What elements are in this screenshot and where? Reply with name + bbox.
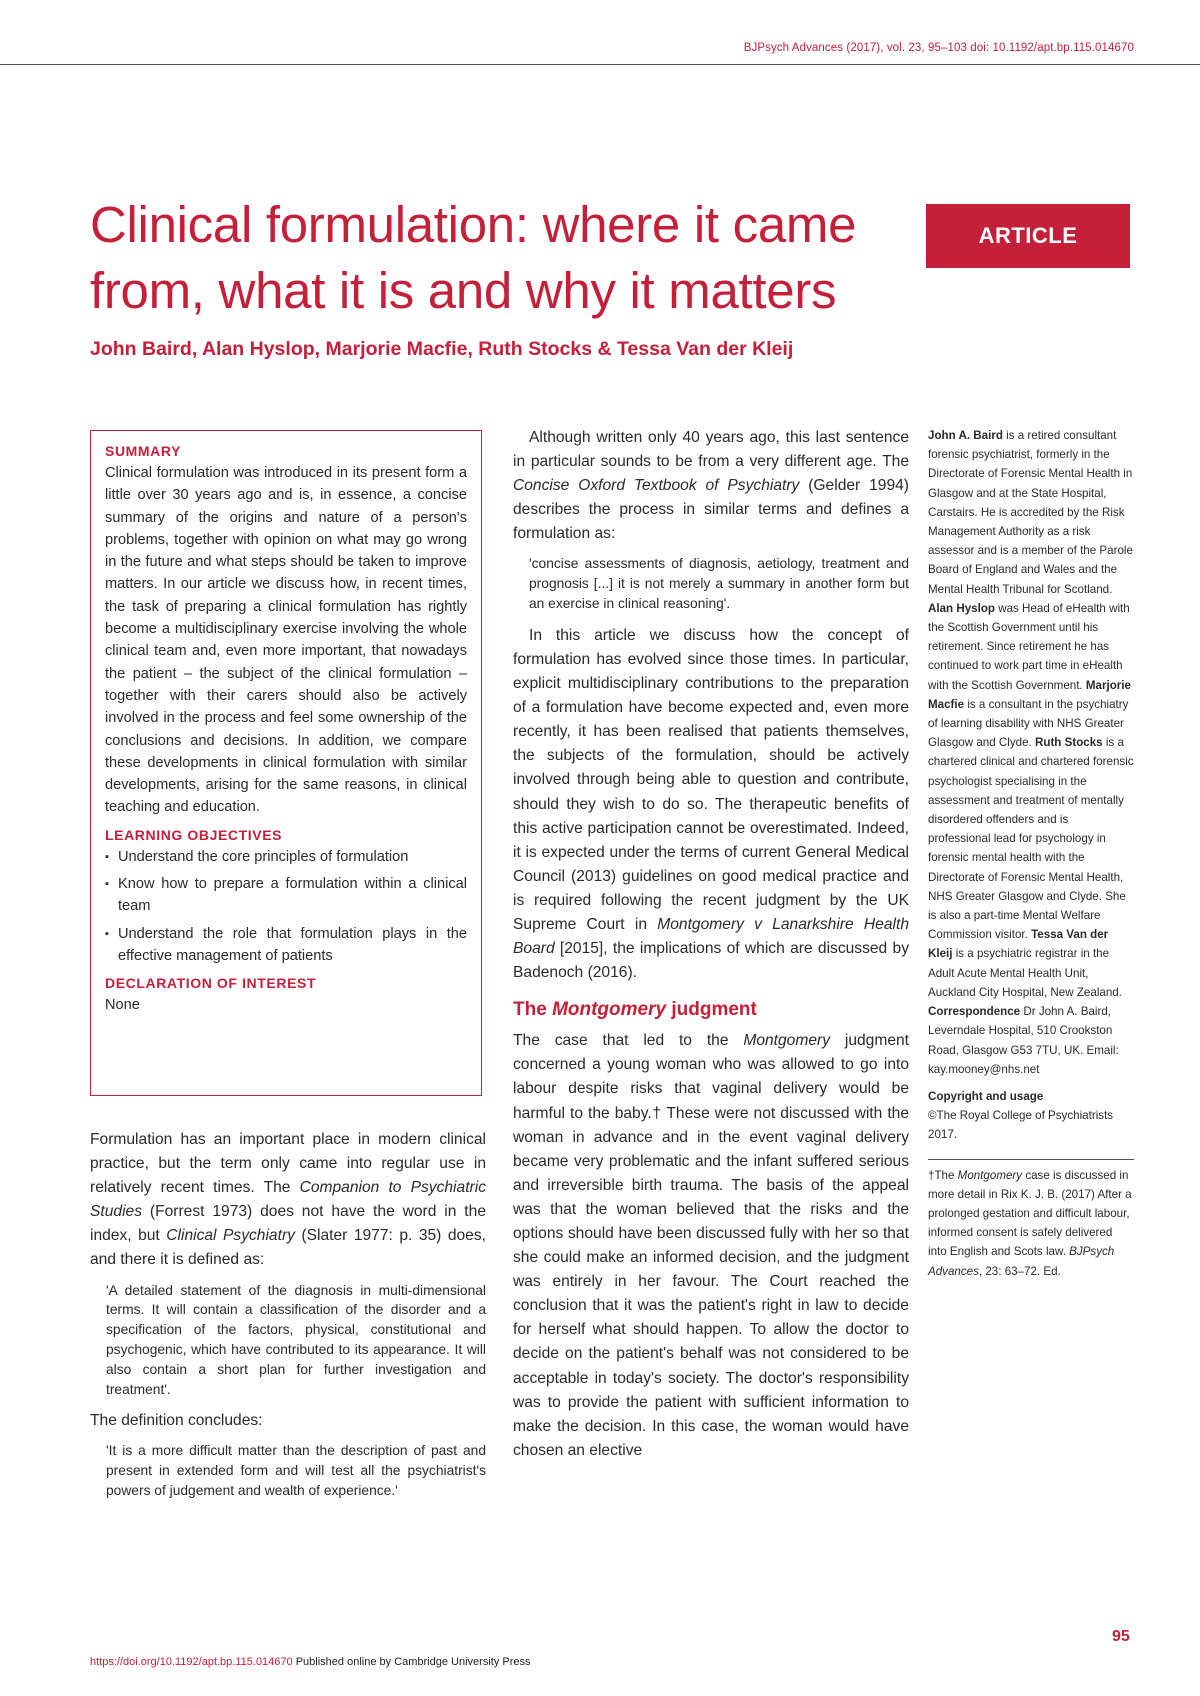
learning-objectives-heading: LEARNING OBJECTIVES: [105, 826, 283, 843]
journal-reference: BJPsych Advances (2017), vol. 23, 95–103 doi: 10.1192/apt.bp.115.014670: [743, 42, 1134, 54]
article-title: Clinical formulation: where it came from, what it is and why it matters: [90, 196, 857, 319]
header-divider: [0, 64, 1200, 65]
footer: [90, 1656, 531, 1668]
block-quote-slater: 'A detailed statement of the diagnosis in multi-dimensional terms. It will contain a classification of the disorder and a specification of the factors, physical, constitutional and psychogenic, which have contributed to its appearance. It will also contain a short plan for further investigation and treatment'.: [106, 1282, 486, 1397]
block-quote-gelder: 'concise assessments of diagnosis, aetiology, treatment and prognosis [...] it is not merely a summary in another form but an exercise in clinical reasoning'.: [529, 556, 909, 612]
correspondence: Correspondence Dr John A. Baird, Leverndale Hospital, 510 Crookston Road, Glasgow G53 7TU, UK. Email: kay.mooney@nhs.net: [928, 1005, 1119, 1076]
declaration-text: None: [105, 997, 140, 1014]
copyright-heading: Copyright and usage: [928, 1089, 1044, 1103]
author-bios: John A. Baird is a retired consultant forensic psychiatrist, formerly in the Directorate of Forensic Mental Health in Glasgow and at the State Hospital, Carstairs. He is accredited by the Risk Management Authority as a risk assessor and is a member of the Parole Board of England and Wales and the Mental Health Tribunal for Scotland. Alan Hyslop was Head of eHealth with the Scottish Government until his retirement. Since retirement he has continued to work part time in eHealth with the Scottish Government. Marjorie Macfie is a consultant in the psychiatry of learning disability with NHS Greater Glasgow and Clyde. Ruth Stocks is a chartered clinical and chartered forensic psychologist specialising in the assessment and treatment of mentally disordered offenders and is professional lead for psychology in forensic mental health with the Directorate of Forensic Mental Health, NHS Greater Glasgow and Clyde. She is also a part-time Mental Welfare Commission visitor. Tessa Van der Kleij is a psychiatric registrar in the Adult Acute Mental Health Unit, Auckland City Hospital, New Zealand.: [928, 429, 1134, 999]
paragraph-in-this-article: In this article we discuss how the concept of formulation has evolved since those times. In particular, explicit multidisciplinary contributions to the preparation of a formulation have become expected and, even more recently, it has been realised that patients themselves, the subjects of the formulation, should be actively involved through being able to question and contribute, should they wish to do so. The therapeutic benefits of this active participation cannot be overestimated. Indeed, it is expected under the terms of current General Medical Council (2013) guidelines on good medical practice and is required following the recent judgment by the UK Supreme Court in Montgomery v Lanarkshire Health Board [2015], the implications of which are discussed by Badenoch (2016).: [513, 626, 909, 982]
published-note: Published online by Cambridge University Press: [292, 1656, 531, 1668]
section-heading-montgomery: The Montgomery judgment: [513, 999, 757, 1021]
list-item: ▪ Understand the role that formulation plays in the effective management of patients: [105, 923, 467, 968]
summary-box: [90, 430, 482, 1096]
list-item: ▪ Know how to prepare a formulation within a clinical team: [105, 873, 467, 918]
list-item: ▪ Understand the core principles of formulation: [105, 846, 467, 868]
author-sidebar: [928, 426, 1134, 1281]
intro-paragraph: Formulation has an important place in modern clinical practice, but the term only came into regular use in relatively recent times. The Companion to Psychiatric Studies (Forrest 1973) does not have the word in the index, but Clinical Psychiatry (Slater 1977: p. 35) does, and there it is defined as:: [90, 1131, 486, 1269]
paragraph-although: Although written only 40 years ago, this last sentence in particular sounds to be from a very different age. The Concise Oxford Textbook of Psychiatry (Gelder 1994) describes the process in similar terms and defines a formulation as:: [513, 429, 910, 543]
citation-concise-oxford: Concise Oxford Textbook of Psychiatry: [513, 477, 800, 495]
declaration-heading: DECLARATION OF INTEREST: [105, 975, 317, 992]
copyright-text: ©The Royal College of Psychiatrists 2017.: [928, 1109, 1114, 1142]
column-2-body: [513, 426, 909, 1463]
block-quote-conclusion: 'It is a more difficult matter than the description of past and present in extended form and will test all the psychiatrist's powers of judgement and wealth of experience.': [106, 1443, 486, 1499]
learning-objectives-list: [105, 846, 467, 967]
footnote: †The Montgomery case is discussed in more detail in Rix K. J. B. (2017) After a prolonged gestation and difficult labour, informed consent is safely delivered into English and Scots law. BJPsych Advances, 23: 63–72. Ed.: [928, 1168, 1132, 1278]
summary-heading: SUMMARY: [105, 443, 182, 459]
article-type-badge: ARTICLE: [926, 204, 1130, 268]
citation-companion: Companion to Psychiatric Studies: [90, 1179, 486, 1221]
doi-link[interactable]: https://doi.org/10.1192/apt.bp.115.014670: [90, 1656, 293, 1668]
column-1-body: [90, 1128, 486, 1511]
paragraph-montgomery-case: The case that led to the Montgomery judgment concerned a young woman who was allowed to go into labour despite risks that vaginal delivery would be harmful to the baby.† These were not discussed with the woman in advance and in the event vaginal delivery became very problematic and the infant suffered serious and irreversible birth trauma. The basis of the appeal was that the woman believed that the risks and the options should have been discussed fully with her so that she could make an informed decision, and the judgment was entirely in her favour. The Court reached the conclusion that it was the patient's right in law to decide for herself what should happen. To allow the doctor to decide on the patient's behalf was not considered to be acceptable in today's society. The doctor's responsibility was to provide the patient with sufficient information to make the decision. In this case, the woman would have chosen an elective: [513, 1032, 910, 1459]
footnote-divider: [928, 1159, 1134, 1160]
page-number: 95: [1112, 1628, 1130, 1645]
author-list: John Baird, Alan Hyslop, Marjorie Macfie, Ruth Stocks & Tessa Van der Kleij: [90, 338, 794, 360]
citation-montgomery-case: Montgomery v Lanarkshire Health Board: [513, 915, 909, 958]
citation-clinical-psychiatry: Clinical Psychiatry: [166, 1227, 295, 1245]
summary-text: Clinical formulation was introduced in its present form a little over 30 years ago and is, in essence, a concise summary of the origins and nature of a person's problems, together with opinion on what may go wrong in the future and what steps should be taken to improve matters. In our article we discuss how, in recent times, the task of preparing a clinical formulation has rightly become a multidisciplinary exercise involving the whole clinical team and, even more important, that nowadays the patient – the subject of the clinical formulation – together with their carers should also be actively involved in the process and feel some ownership of the conclusions and decisions. In addition, we compare these developments in clinical formulation with similar developments, arising for the same reasons, in clinical teaching and education.: [105, 465, 467, 816]
definition-paragraph: The definition concludes:: [90, 1412, 263, 1430]
